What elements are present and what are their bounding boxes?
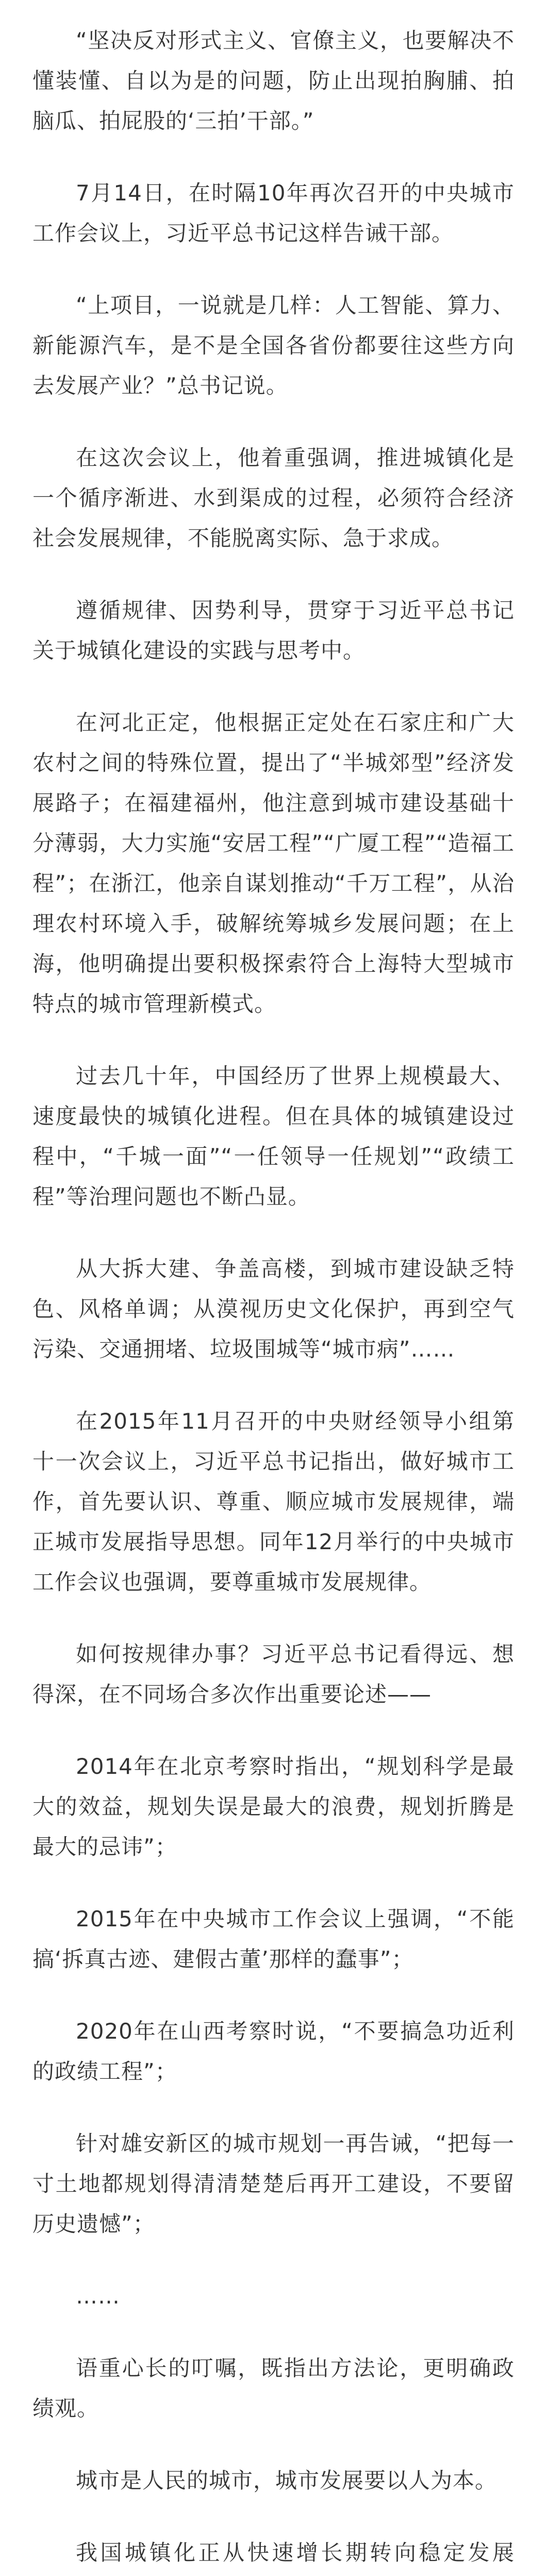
paragraph-6: 在河北正定，他根据正定处在石家庄和广大农村之间的特殊位置，提出了“半城郊型”经济发展路子；在福建福州，他注意到城市建设基础十分薄弱，大力实施“安居工程”“广厦工程”“造福工程”；在浙江，他亲自谋划推动“千万工程”，从治理农村环境入手，破解统筹城乡发展问题；在上海，他明确提出要积极探索符合上海特大型城市特点的城市管理新模式。: [32, 710, 515, 1016]
paragraph-4: 在这次会议上，他着重强调，推进城镇化是一个循序渐进、水到渠成的过程，必须符合经济社会发展规律，不能脱离实际、急于求成。: [32, 445, 515, 551]
paragraph-12: 2015年在中央城市工作会议上强调，“不能搞‘拆真古迹、建假古董’那样的蠢事”；: [32, 1906, 515, 1972]
paragraph-8: 从大拆大建、争盖高楼，到城市建设缺乏特色、风格单调；从漠视历史文化保护，再到空气污染、交通拥堵、垃圾围城等“城市病”……: [32, 1256, 515, 1362]
paragraph-18: 我国城镇化正从快速增长期转向稳定发展: [76, 2540, 515, 2565]
paragraph-14: 针对雄安新区的城市规划一再告诫，“把每一寸土地都规划得清清楚楚后再开工建设，不要留历史遗憾”；: [32, 2131, 515, 2236]
paragraph-9: 在2015年11月召开的中央财经领导小组第十一次会议上，习近平总书记指出，做好城市工作，首先要认识、尊重、顺应城市发展规律，端正城市发展指导思想。同年12月举行的中央城市工作会议也强调，要尊重城市发展规律。: [32, 1409, 515, 1595]
paragraph-1: “坚决反对形式主义、官僚主义，也要解决不懂装懂、自以为是的问题，防止出现拍胸脯、拍脑瓜、拍屁股的‘三拍’干部。”: [32, 28, 515, 133]
ellipsis-paragraph: ……: [76, 2283, 120, 2309]
paragraph-7: 过去几十年，中国经历了世界上规模最大、速度最快的城镇化进程。但在具体的城镇建设过程中，“千城一面”“一任领导一任规划”“政绩工程”等治理问题也不断凸显。: [32, 1063, 515, 1209]
paragraph-5: 遵循规律、因势利导，贯穿于习近平总书记关于城镇化建设的实践与思考中。: [32, 598, 515, 663]
paragraph-3: “上项目，一说就是几样：人工智能、算力、新能源汽车，是不是全国各省份都要往这些方向去发展产业？”总书记说。: [32, 293, 515, 398]
paragraph-13: 2020年在山西考察时说，“不要搞急功近利的政绩工程”；: [32, 2019, 515, 2084]
paragraph-11: 2014年在北京考察时指出，“规划科学是最大的效益，规划失误是最大的浪费，规划折腾是最大的忌讳”；: [32, 1754, 515, 1859]
paragraph-10: 如何按规律办事？习近平总书记看得远、想得深，在不同场合多次作出重要论述——: [32, 1641, 515, 1707]
paragraph-2: 7月14日，在时隔10年再次召开的中央城市工作会议上，习近平总书记这样告诫干部。: [32, 180, 515, 246]
paragraph-17: 城市是人民的城市，城市发展要以人为本。: [76, 2468, 498, 2493]
paragraph-16: 语重心长的叮嘱，既指出方法论，更明确政绩观。: [32, 2355, 515, 2421]
